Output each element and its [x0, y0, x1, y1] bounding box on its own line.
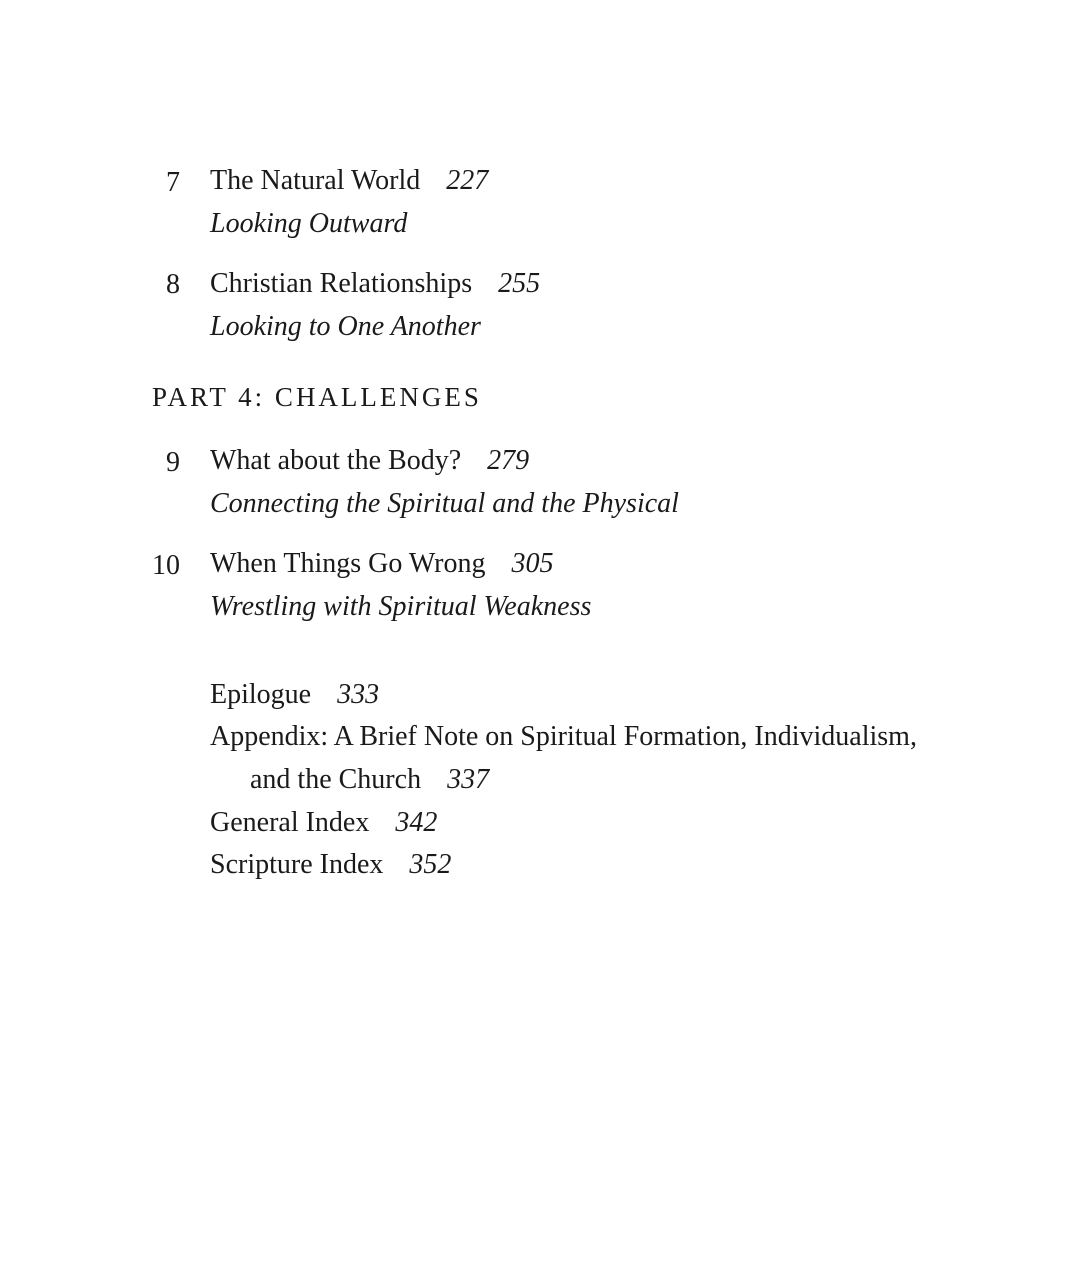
entry-title: Epilogue	[210, 679, 312, 710]
entry-page-number: 352	[409, 849, 452, 880]
entry-title: General Index	[210, 807, 370, 838]
chapter-title-line	[210, 547, 553, 581]
chapter-number: 8	[166, 269, 180, 300]
toc-entry-general-index	[210, 806, 437, 840]
chapter-page-number: 227	[446, 165, 489, 196]
chapter-title: When Things Go Wrong	[210, 548, 486, 579]
chapter-title-line	[210, 444, 529, 478]
chapter-number: 10	[152, 550, 180, 581]
entry-page-number: 333	[337, 679, 380, 710]
chapter-subtitle: Wrestling with Spiritual Weakness	[210, 591, 592, 622]
chapter-page-number: 255	[498, 268, 541, 299]
entry-title-continued: and the Church	[250, 764, 422, 795]
toc-entry-appendix-line1	[210, 720, 917, 754]
chapter-page-number: 305	[511, 548, 554, 579]
chapter-subtitle: Looking to One Another	[210, 311, 481, 342]
chapter-title: The Natural World	[210, 165, 421, 196]
entry-title: Appendix: A Brief Note on Spiritual Formation, Individualism,	[210, 721, 917, 752]
chapter-title-line	[210, 267, 540, 301]
toc-entry-epilogue	[210, 678, 379, 712]
chapter-title: Christian Relationships	[210, 268, 473, 299]
toc-entry-appendix-line2	[250, 763, 489, 797]
chapter-subtitle: Connecting the Spiritual and the Physical	[210, 488, 679, 519]
entry-page-number: 337	[447, 764, 490, 795]
chapter-number: 7	[166, 167, 180, 198]
part-heading: PART 4: CHALLENGES	[152, 382, 482, 412]
chapter-page-number: 279	[487, 445, 530, 476]
entry-page-number: 342	[395, 807, 438, 838]
chapter-number: 9	[166, 447, 180, 478]
toc-entry-scripture-index	[210, 848, 451, 882]
chapter-title: What about the Body?	[210, 445, 462, 476]
chapter-subtitle: Looking Outward	[210, 208, 408, 239]
chapter-title-line	[210, 164, 488, 198]
entry-title: Scripture Index	[210, 849, 384, 880]
